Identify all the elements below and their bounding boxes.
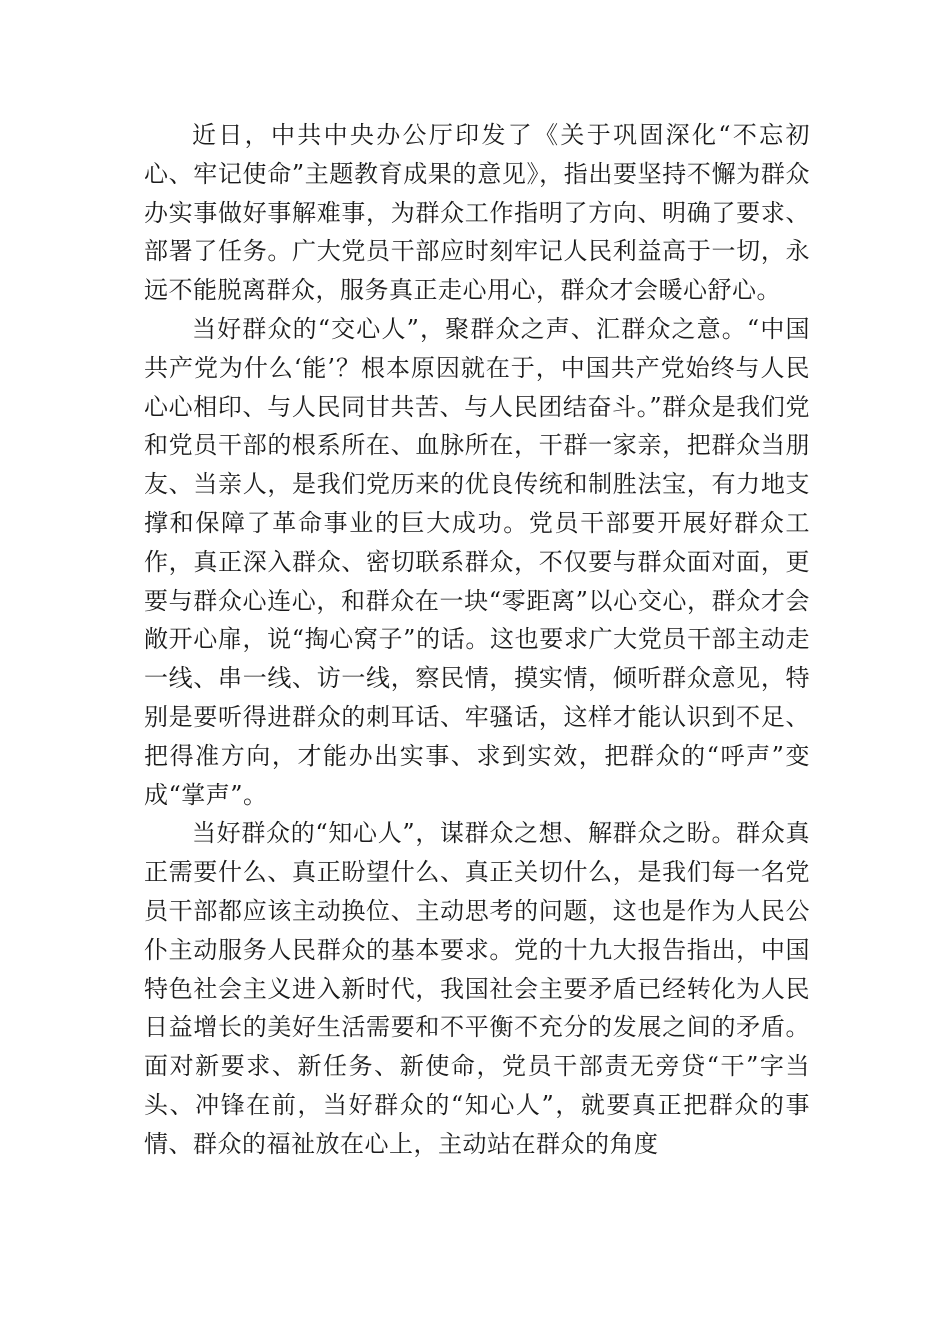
paragraph-confidant: 当好群众的“知心人”，谋群众之想、解群众之盼。群众真正需要什么、真正盼望什么、真正关切什么，是我们每一名党员干部都应该主动换位、主动思考的问题，这也是作为人民公仆主动服务人民群众的基本要求。党的十九大报告指出，中国特色社会主义进入新时代，我国社会主要矛盾已经转化为人民日益增长的美好生活需要和不平衡不充分的发展之间的矛盾。面对新要求、新任务、新使命，党员干部责无旁贷“干”字当头、冲锋在前，当好群众的“知心人”，就要真正把群众的事情、群众的福祉放在心上，主动站在群众的角度 (144, 819, 810, 1158)
paragraph-heart-to-heart: 当好群众的“交心人”，聚群众之声、汇群众之意。“中国共产党为什么‘能’？根本原因就在于，中国共产党始终与人民心心相印、与人民同甘共苦、与人民团结奋斗。”群众是我们党和党员干部的根系所在、血脉所在，干群一家亲，把群众当朋友、当亲人，是我们党历来的优良传统和制胜法宝，有力地支撑和保障了革命事业的巨大成功。党员干部要开展好群众工作，真正深入群众、密切联系群众，不仅要与群众面对面，更要与群众心连心，和群众在一块“零距离”以心交心，群众才会敞开心扉，说“掏心窝子”的话。这也要求广大党员干部主动走一线、串一线、访一线，察民情，摸实情，倾听群众意见，特别是要听得进群众的刺耳话、牢骚话，这样才能认识到不足、把得准方向，才能办出实事、求到实效，把群众的“呼声”变成“掌声”。 (144, 314, 810, 809)
document-body (144, 116, 810, 1164)
paragraph-intro: 近日，中共中央办公厅印发了《关于巩固深化“不忘初心、牢记使命”主题教育成果的意见》，指出要坚持不懈为群众办实事做好事解难事，为群众工作指明了方向、明确了要求、部署了任务。广大党员干部应时刻牢记人民利益高于一切，永远不能脱离群众，服务真正走心用心，群众才会暖心舒心。 (144, 121, 810, 305)
